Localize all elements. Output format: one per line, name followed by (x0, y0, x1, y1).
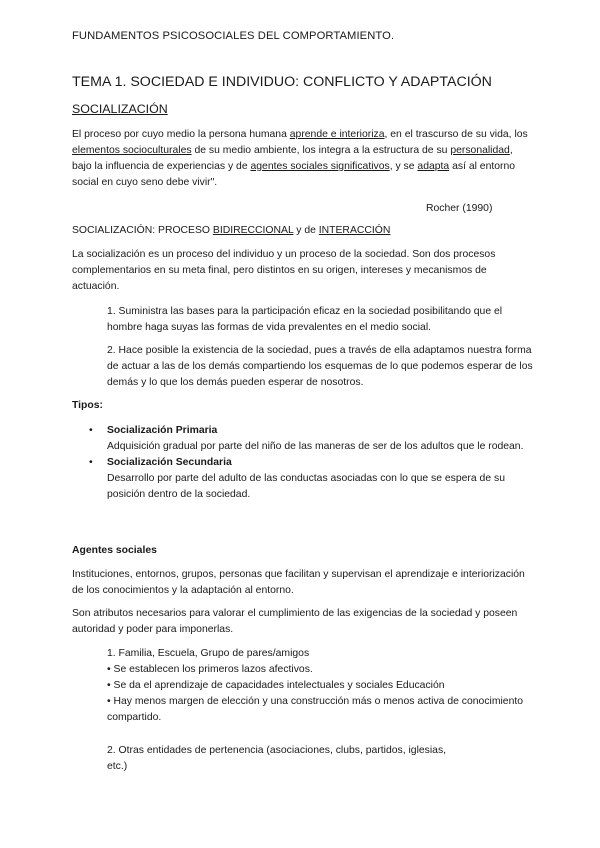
numbered-point: 2. Hace posible la existencia de la sociedad, pues a través de ella adaptamos nuestra forma de actuar a las de los demás compartiendo los esquemas de lo que podemos esperar de los demás y lo que los demás pueden esperar de nosotros. (107, 345, 533, 388)
definition-underlined-term: agentes sociales significativos (250, 161, 390, 172)
agents-heading: Agentes sociales (72, 545, 157, 556)
definition-underlined-term: personalidad (450, 145, 510, 156)
numbered-point: 1. Suministra las bases para la participación eficaz en la sociedad posibilitando que el hombre haga suyas las formas de vida prevalentes en el medio social. (107, 306, 503, 333)
other-entities: 2. Otras entidades de pertenencia (asociaciones, clubs, partidos, iglesias, etc.) (107, 745, 447, 772)
definition-underlined-term: adapta (417, 161, 450, 172)
subheading-underlined-term: INTERACCIÓN (318, 225, 391, 236)
type-name: Socialización Primaria (107, 425, 218, 436)
definition-paragraph (72, 127, 532, 191)
list-item (89, 455, 539, 503)
tema-title: TEMA 1. SOCIEDAD E INDIVIDUO: CONFLICTO Y ADAPTACIÓN (72, 74, 492, 90)
bullet-icon: • (89, 457, 93, 468)
family-list (107, 646, 537, 726)
subheading-text: SOCIALIZACIÓN: PROCESO (72, 225, 213, 236)
subheading-underlined-term: BIDIRECCIONAL (212, 225, 294, 236)
subheading-text: y de (293, 225, 319, 236)
list-item: • Hay menos margen de elección y una construcción más o menos activa de conocimiento compartido. (107, 696, 524, 723)
bullet-icon: • (89, 425, 93, 436)
type-description: Adquisición gradual por parte del niño de las maneras de ser de los adultos que le rodean. (107, 441, 524, 452)
types-list (89, 423, 539, 503)
definition-text: , y se (389, 161, 418, 172)
definition-text: El proceso por cuyo medio la persona humana (72, 129, 290, 140)
section-heading: SOCIALIZACIÓN (72, 102, 168, 116)
process-subheading (72, 223, 532, 239)
definition-underlined-term: elementos socioculturales (72, 145, 192, 156)
tipos-label: Tipos: (72, 400, 103, 411)
family-list-title: 1. Familia, Escuela, Grupo de pares/amigos (107, 648, 310, 659)
definition-text: , bajo la influencia de experiencias y de (72, 145, 513, 172)
type-description: Desarrollo por parte del adulto de las conductas asociadas con lo que se espera de su posición dentro de la sociedad. (107, 473, 505, 500)
intro-paragraph: La socialización es un proceso del individuo y un proceso de la sociedad. Son dos procesos complementarios en su meta final, pero distintos en su origen, intereses y mecanismos de actuación. (72, 249, 496, 292)
agents-definition: Instituciones, entornos, grupos, personas que facilitan y supervisan el aprendizaje e interiorización de los conocimientos y la adaptación al entorno. (72, 569, 525, 596)
list-item: • Se da el aprendizaje de capacidades intelectuales y sociales Educación (107, 680, 445, 691)
definition-text: de su medio ambiente, los integra a la estructura de su (191, 145, 451, 156)
list-item: • Se establecen los primeros lazos afectivos. (107, 664, 313, 675)
citation: Rocher (1990) (426, 203, 493, 214)
definition-text: , en el trascurso de su vida, los (384, 129, 528, 140)
agents-attributes: Son atributos necesarios para valorar el cumplimiento de las exigencias de la sociedad y poseen autoridad y poder para imponerlas. (72, 608, 518, 635)
course-title: FUNDAMENTOS PSICOSOCIALES DEL COMPORTAMIENTO. (72, 30, 395, 42)
list-item (89, 423, 539, 455)
type-name: Socialización Secundaria (107, 457, 232, 468)
definition-text: así al entorno social en cuyo seno debe vivir". (72, 161, 516, 188)
definition-underlined-term: aprende e interioriza (289, 129, 385, 140)
